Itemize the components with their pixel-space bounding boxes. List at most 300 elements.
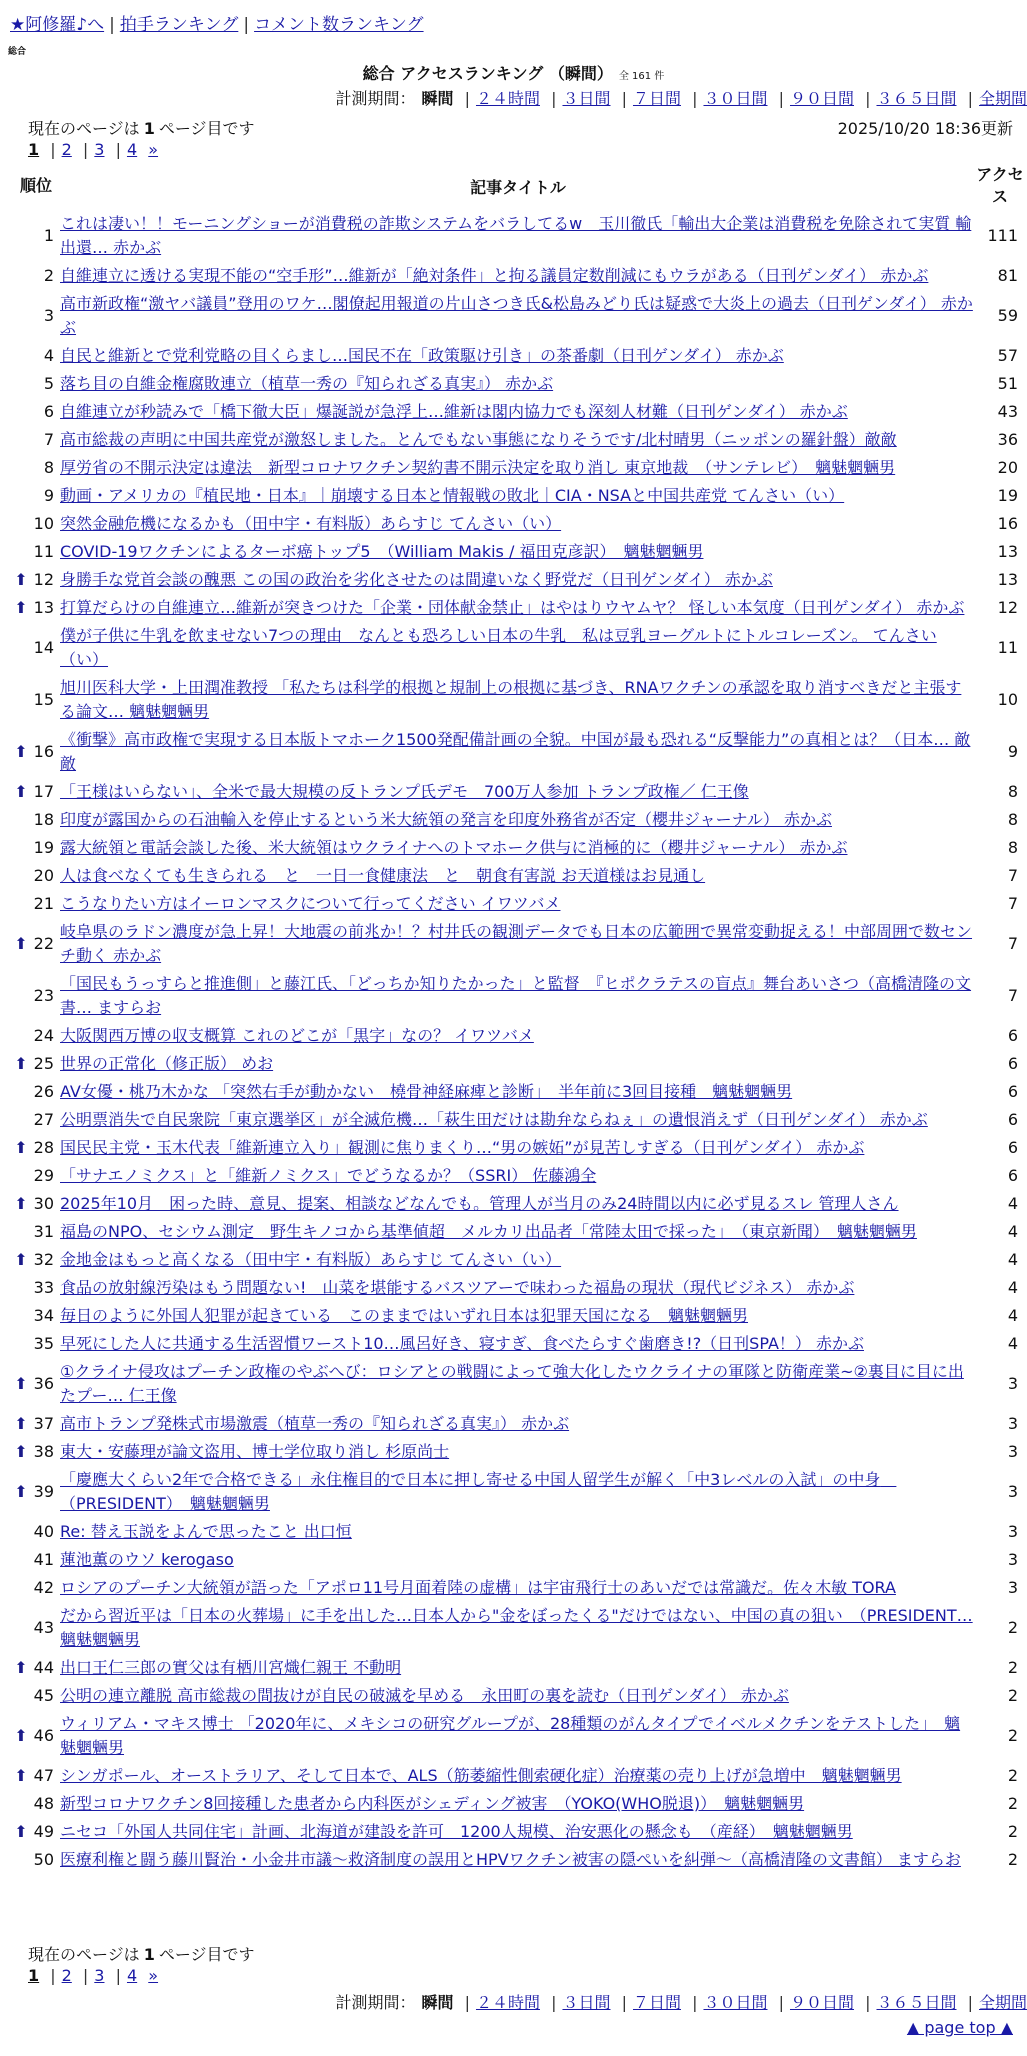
rank-number: 6 bbox=[43, 402, 54, 421]
article-title-link[interactable]: ロシアのプーチン大統領が語った「アポロ11号月面着陸の虚構」は宇宙飛行士のあいだでは常識だ。佐々木敏 TORA bbox=[60, 1578, 896, 1597]
header-title: 記事タイトル bbox=[470, 177, 566, 197]
up-arrow-icon: ⬆ bbox=[14, 1822, 28, 1841]
rank-number: 42 bbox=[33, 1578, 54, 1597]
pager-link-4[interactable]: 4 bbox=[126, 1966, 138, 1985]
article-title-link[interactable]: 福島のNPO、セシウム測定 野生キノコから基準値超 メルカリ出品者「常陸太田で採った」 （東京新聞） 魑魅魍魎男 bbox=[60, 1222, 917, 1241]
rank-change-cell bbox=[12, 262, 30, 290]
table-row bbox=[12, 1162, 1024, 1190]
access-count: 3 bbox=[1007, 1550, 1018, 1569]
access-count: 2 bbox=[1007, 1726, 1018, 1745]
rank-change-cell bbox=[12, 426, 30, 454]
table-row bbox=[12, 970, 1024, 1022]
access-count: 6 bbox=[1007, 1166, 1018, 1185]
access-count: 2 bbox=[1007, 1850, 1018, 1869]
article-title-cell bbox=[60, 862, 976, 890]
article-title-link[interactable]: 世界の正常化（修正版） めお bbox=[60, 1054, 274, 1073]
article-title-cell bbox=[60, 370, 976, 398]
table-row bbox=[12, 1410, 1024, 1438]
period-link-365d[interactable]: ３６５日間 bbox=[876, 1993, 957, 2012]
table-row bbox=[12, 1302, 1024, 1330]
table-row bbox=[12, 834, 1024, 862]
article-title-cell bbox=[60, 538, 976, 566]
table-row bbox=[12, 482, 1024, 510]
comment-ranking-link[interactable]: コメント数ランキング bbox=[254, 15, 424, 35]
rank-change-cell bbox=[12, 1818, 30, 1846]
article-title-link[interactable]: これは凄い！！モーニングショーが消費税の詐欺システムをバラしてるw 玉川徹氏「輸出大企業は消費税を免除されて実質 輸出還… 赤かぶ bbox=[60, 214, 972, 257]
article-title-link[interactable]: 高市総裁の声明に中国共産党が激怒しました。とんでもない事態になりそうです/北村晴男（ニッポンの羅針盤）敵敵 bbox=[60, 430, 897, 449]
article-title-link[interactable]: 動画・アメリカの『植民地・日本』｜崩壊する日本と情報戦の敗北｜CIA・NSAと中国共産党 てんさい（い） bbox=[60, 486, 845, 505]
rank-number: 17 bbox=[33, 782, 54, 801]
period-link-24h[interactable]: ２４時間 bbox=[475, 89, 540, 108]
page-top-link[interactable]: ▲ page top ▲ bbox=[906, 2018, 1013, 2037]
article-title-link[interactable]: シンガポール、オーストラリア、そして日本で、ALS（筋萎縮性側索硬化症）治療薬の売り上げが急増中 魑魅魍魎男 bbox=[60, 1766, 902, 1785]
rank-change-cell bbox=[12, 210, 30, 262]
article-title-link[interactable]: 東大・安藤理が論文盗用、博士学位取り消し 杉原尚士 bbox=[60, 1442, 450, 1461]
article-title-cell bbox=[60, 890, 976, 918]
table-row bbox=[12, 510, 1024, 538]
rank-change-cell bbox=[12, 1466, 30, 1518]
table-row bbox=[12, 726, 1024, 778]
rank-number: 4 bbox=[43, 346, 54, 365]
access-count: 3 bbox=[1007, 1442, 1018, 1461]
up-arrow-icon: ⬆ bbox=[14, 1250, 28, 1269]
rank-number: 49 bbox=[33, 1822, 54, 1841]
period-link-90d[interactable]: ９０日間 bbox=[789, 1993, 854, 2012]
period-link-3d[interactable]: ３日間 bbox=[562, 1993, 611, 2012]
period-label: 計測期間： bbox=[335, 1993, 416, 2012]
access-count: 6 bbox=[1007, 1110, 1018, 1129]
access-count: 51 bbox=[997, 374, 1018, 393]
access-count: 7 bbox=[1007, 986, 1018, 1005]
page-title-text: 総合 アクセスランキング （瞬間） bbox=[362, 64, 613, 83]
period-link-all[interactable]: 全期間 bbox=[978, 89, 1027, 108]
table-row bbox=[12, 262, 1024, 290]
article-title-link[interactable]: 金地金はもっと高くなる（田中宇・有料版）あらすじ てんさい（い） bbox=[60, 1250, 562, 1269]
article-title-cell bbox=[60, 426, 976, 454]
rank-change-cell bbox=[12, 1274, 30, 1302]
table-row bbox=[12, 1682, 1024, 1710]
access-count: 4 bbox=[1007, 1194, 1018, 1213]
access-count: 43 bbox=[997, 402, 1018, 421]
table-row bbox=[12, 890, 1024, 918]
table-row bbox=[12, 1330, 1024, 1358]
access-count: 2 bbox=[1007, 1686, 1018, 1705]
up-arrow-icon: ⬆ bbox=[14, 1374, 28, 1393]
period-link-365d[interactable]: ３６５日間 bbox=[876, 89, 957, 108]
rank-number: 41 bbox=[33, 1550, 54, 1569]
article-title-link[interactable]: 毎日のように外国人犯罪が起きている このままではいずれ日本は犯罪天国になる 魑魅魍魎男 bbox=[60, 1306, 749, 1325]
pager-bottom: 1 | 2 | 3 | 4 » bbox=[28, 1966, 159, 1985]
access-count: 8 bbox=[1007, 838, 1018, 857]
table-row bbox=[12, 1358, 1024, 1410]
access-count: 4 bbox=[1007, 1222, 1018, 1241]
nav-separator: | bbox=[243, 15, 250, 35]
access-count: 13 bbox=[997, 542, 1018, 561]
rank-change-cell bbox=[12, 1790, 30, 1818]
article-title-cell bbox=[60, 1818, 976, 1846]
rank-change-cell bbox=[12, 566, 30, 594]
rank-number: 31 bbox=[33, 1222, 54, 1241]
up-arrow-icon: ⬆ bbox=[14, 1482, 28, 1501]
table-row bbox=[12, 1246, 1024, 1274]
period-link-90d[interactable]: ９０日間 bbox=[789, 89, 854, 108]
article-title-link[interactable]: 自民と維新とで党利党略の目くらまし…国民不在「政策駆け引き」の茶番劇（日刊ゲンダイ） 赤かぶ bbox=[60, 346, 784, 365]
access-count: 6 bbox=[1007, 1054, 1018, 1073]
article-title-link[interactable]: 突然金融危機になるかも（田中宇・有料版）あらすじ てんさい（い） bbox=[60, 514, 562, 533]
article-title-cell bbox=[60, 1246, 976, 1274]
rank-change-cell bbox=[12, 510, 30, 538]
access-count: 81 bbox=[997, 266, 1018, 285]
rank-number: 19 bbox=[33, 838, 54, 857]
rank-number: 12 bbox=[33, 570, 54, 589]
article-title-cell bbox=[60, 1302, 976, 1330]
access-count: 2 bbox=[1007, 1618, 1018, 1637]
access-count: 4 bbox=[1007, 1334, 1018, 1353]
article-title-cell bbox=[60, 778, 976, 806]
up-arrow-icon: ⬆ bbox=[14, 598, 28, 617]
rank-number: 11 bbox=[33, 542, 54, 561]
rank-number: 21 bbox=[33, 894, 54, 913]
article-title-link[interactable]: 「慶應大くらい2年で合格できる」永住権目的で日本に押し寄せる中国人留学生が解く「中3レベルの入試」の中身 （PRESIDENT） 魑魅魍魎男 bbox=[60, 1470, 897, 1513]
article-title-link[interactable]: 印度が露国からの石油輸入を停止するという米大統領の発言を印度外務省が否定（櫻井ジャーナル） 赤かぶ bbox=[60, 810, 832, 829]
article-title-cell bbox=[60, 210, 976, 262]
table-row bbox=[12, 1438, 1024, 1466]
access-count: 2 bbox=[1007, 1822, 1018, 1841]
rank-change-cell bbox=[12, 342, 30, 370]
current-page-prefix: 現在のページは bbox=[28, 1945, 140, 1964]
rank-change-cell bbox=[12, 1190, 30, 1218]
rank-number: 26 bbox=[33, 1082, 54, 1101]
article-title-link[interactable]: だから習近平は「日本の火葬場」に手を出した…日本人から"金をぼったくる"だけではない、中国の真の狙い （PRESIDENT… 魑魅魍魎男 bbox=[60, 1606, 973, 1649]
rank-number: 39 bbox=[33, 1482, 54, 1501]
rank-number: 10 bbox=[33, 514, 54, 533]
current-page-number: 1 bbox=[143, 119, 155, 138]
article-title-link[interactable]: 打算だらけの自維連立…維新が突きつけた「企業・団体献金禁止」はやはりウヤムヤ？ 怪しい本気度（日刊ゲンダイ） 赤かぶ bbox=[60, 598, 965, 617]
table-row bbox=[12, 1022, 1024, 1050]
rank-number: 37 bbox=[33, 1414, 54, 1433]
table-header-row bbox=[12, 162, 1024, 210]
access-count: 111 bbox=[987, 226, 1018, 245]
pager-next[interactable]: » bbox=[148, 140, 159, 159]
pager-link-2[interactable]: 2 bbox=[61, 1966, 72, 1985]
rank-number: 7 bbox=[43, 430, 54, 449]
article-title-cell bbox=[60, 1654, 976, 1682]
nav-separator: | bbox=[109, 15, 115, 35]
table-row bbox=[12, 622, 1024, 674]
rank-change-cell bbox=[12, 1022, 30, 1050]
article-title-link[interactable]: 厚労省の不開示決定は違法 新型コロナワクチン契約書不開示決定を取り消し 東京地裁 （サンテレビ） 魑魅魍魎男 bbox=[60, 458, 896, 477]
clap-ranking-link[interactable]: 拍手ランキング bbox=[119, 15, 239, 35]
access-count: 2 bbox=[1007, 1794, 1018, 1813]
article-title-cell bbox=[60, 566, 976, 594]
rank-change-cell bbox=[12, 1710, 30, 1762]
table-row bbox=[12, 566, 1024, 594]
article-title-cell bbox=[60, 970, 976, 1022]
article-title-cell bbox=[60, 622, 976, 674]
article-title-link[interactable]: 公明票消失で自民衆院「東京選挙区」が全滅危機…「萩生田だけは勘弁ならねぇ」の遺恨消えず（日刊ゲンダイ） 赤かぶ bbox=[60, 1110, 928, 1129]
access-count: 59 bbox=[997, 306, 1018, 325]
rank-number: 44 bbox=[33, 1658, 54, 1677]
table-row bbox=[12, 862, 1024, 890]
article-title-link[interactable]: 自維連立が秒読みで「橋下徹大臣」爆誕説が急浮上…維新は閣内協力でも深刻人材難（日刊ゲンダイ） 赤かぶ bbox=[60, 402, 848, 421]
article-title-link[interactable]: 医療利権と闘う藤川賢治・小金井市議～救済制度の誤用とHPVワクチン被害の隠ぺいを糾弾～（高橋清隆の文書館） ますらお bbox=[60, 1850, 961, 1869]
rank-number: 34 bbox=[33, 1306, 54, 1325]
article-title-cell bbox=[60, 1162, 976, 1190]
up-arrow-icon: ⬆ bbox=[14, 1766, 28, 1785]
rank-change-cell bbox=[12, 622, 30, 674]
up-arrow-icon: ⬆ bbox=[14, 570, 28, 589]
article-title-cell bbox=[60, 1574, 976, 1602]
article-title-link[interactable]: 身勝手な党首会談の醜悪 この国の政治を劣化させたのは間違いなく野党だ（日刊ゲンダイ） 赤かぶ bbox=[60, 570, 773, 589]
article-title-link[interactable]: ウィリアム・マキス博士 「2020年に、メキシコの研究グループが、28種類のがんタイプでイベルメクチンをテストした」 魑魅魍魎男 bbox=[60, 1714, 961, 1757]
article-title-cell bbox=[60, 398, 976, 426]
article-title-link[interactable]: 高市トランプ発株式市場激震（植草一秀の『知られざる真実』） 赤かぶ bbox=[60, 1414, 570, 1433]
home-link[interactable]: ★阿修羅♪へ bbox=[10, 15, 105, 35]
article-title-cell bbox=[60, 1358, 976, 1410]
article-title-link[interactable]: 「サナエノミクス」と「維新ノミクス」でどうなるか？（SSRI） 佐藤鴻全 bbox=[60, 1166, 597, 1185]
rank-change-cell bbox=[12, 1410, 30, 1438]
article-title-cell bbox=[60, 1050, 976, 1078]
access-count: 2 bbox=[1007, 1766, 1018, 1785]
rank-change-cell bbox=[12, 1302, 30, 1330]
table-row bbox=[12, 1710, 1024, 1762]
period-link-7d[interactable]: ７日間 bbox=[632, 89, 681, 108]
period-label: 計測期間： bbox=[335, 89, 416, 108]
article-title-cell bbox=[60, 1466, 976, 1518]
pager-link-3[interactable]: 3 bbox=[94, 140, 105, 159]
article-title-link[interactable]: COVID-19ワクチンによるターボ癌トップ5 （William Makis / 福田克彦訳） 魑魅魍魎男 bbox=[60, 542, 704, 561]
total-count: 全 161 件 bbox=[618, 71, 665, 82]
period-link-30d[interactable]: ３０日間 bbox=[703, 1993, 768, 2012]
rank-number: 9 bbox=[43, 486, 54, 505]
article-title-link[interactable]: 「王様はいらない」、全米で最大規模の反トランプ氏デモ 700万人参加 トランプ政権／ 仁王像 bbox=[60, 782, 749, 801]
table-row bbox=[12, 1602, 1024, 1654]
article-title-link[interactable]: ニセコ「外国人共同住宅」計画、北海道が建設を許可 1200人規模、治安悪化の懸念も （産経） 魑魅魍魎男 bbox=[60, 1822, 853, 1841]
rank-change-cell bbox=[12, 1682, 30, 1710]
period-link-24h[interactable]: ２４時間 bbox=[475, 1993, 540, 2012]
table-row bbox=[12, 1078, 1024, 1106]
rank-change-cell bbox=[12, 454, 30, 482]
access-count: 2 bbox=[1007, 1658, 1018, 1677]
rank-number: 43 bbox=[33, 1618, 54, 1637]
current-page-info-bottom bbox=[28, 1942, 255, 1965]
access-count: 4 bbox=[1007, 1250, 1018, 1269]
access-count: 6 bbox=[1007, 1082, 1018, 1101]
article-title-cell bbox=[60, 1710, 976, 1762]
pager-link-4[interactable]: 4 bbox=[126, 140, 138, 159]
rank-number: 50 bbox=[33, 1850, 54, 1869]
rank-number: 38 bbox=[33, 1442, 54, 1461]
pager-next[interactable]: » bbox=[148, 1966, 159, 1985]
article-title-cell bbox=[60, 1330, 976, 1358]
rank-change-cell bbox=[12, 538, 30, 566]
table-row bbox=[12, 454, 1024, 482]
article-title-link[interactable]: 僕が子供に牛乳を飲ませない7つの理由 なんとも恐ろしい日本の牛乳 私は豆乳ヨーグルトにトルコレーズン。 てんさい（い） bbox=[60, 626, 937, 669]
rank-number: 25 bbox=[33, 1054, 54, 1073]
rank-change-cell bbox=[12, 726, 30, 778]
access-count: 57 bbox=[997, 346, 1018, 365]
access-count: 4 bbox=[1007, 1306, 1018, 1325]
article-title-link[interactable]: AV女優・桃乃木かな 「突然右手が動かない 橈骨神経麻痺と診断」 半年前に3回目接種 魑魅魍魎男 bbox=[60, 1082, 793, 1101]
rank-change-cell bbox=[12, 1762, 30, 1790]
table-row bbox=[12, 538, 1024, 566]
up-arrow-icon: ⬆ bbox=[14, 1658, 28, 1677]
page-title bbox=[0, 61, 1027, 84]
article-title-link[interactable]: 国民民主党・玉木代表「維新連立入り」観測に焦りまくり…“男の嫉妬”が見苦しすぎる（日刊ゲンダイ） 赤かぶ bbox=[60, 1138, 865, 1157]
period-selector-bottom: 計測期間： 瞬間 | ２４時間 | ３日間 | ７日間 | ３０日間 | ９０日間 | ３６５日間 | 全期間 bbox=[335, 1993, 1027, 2012]
article-title-link[interactable]: 高市新政権“激ヤバ議員”登用のワケ…閣僚起用報道の片山さつき氏&松島みどり氏は疑惑で大炎上の過去（日刊ゲンダイ） 赤かぶ bbox=[60, 294, 973, 337]
rank-number: 45 bbox=[33, 1686, 54, 1705]
article-title-link[interactable]: 落ち目の自維金権腐敗連立（植草一秀の『知られざる真実』） 赤かぶ bbox=[60, 374, 554, 393]
up-arrow-icon: ⬆ bbox=[14, 1726, 28, 1745]
rank-change-cell bbox=[12, 1574, 30, 1602]
rank-change-cell bbox=[12, 806, 30, 834]
article-title-cell bbox=[60, 1518, 976, 1546]
access-count: 3 bbox=[1007, 1414, 1018, 1433]
ranking-table bbox=[12, 162, 1024, 1874]
rank-change-cell bbox=[12, 918, 30, 970]
rank-number: 1 bbox=[43, 226, 54, 245]
article-title-link[interactable]: 人は食べなくても生きられる と 一日一食健康法 と 朝食有害説 お天道様はお見通し bbox=[60, 866, 706, 885]
rank-number: 46 bbox=[33, 1726, 54, 1745]
up-arrow-icon: ⬆ bbox=[14, 782, 28, 801]
rank-number: 2 bbox=[43, 266, 54, 285]
rank-number: 33 bbox=[33, 1278, 54, 1297]
rank-change-cell bbox=[12, 398, 30, 426]
current-page-suffix: ページ目です bbox=[158, 1945, 255, 1964]
access-count: 8 bbox=[1007, 782, 1018, 801]
article-title-link[interactable]: こうなりたい方はイーロンマスクについて行ってください イワツバメ bbox=[60, 894, 561, 913]
table-row bbox=[12, 1050, 1024, 1078]
article-title-cell bbox=[60, 1790, 976, 1818]
table-row bbox=[12, 918, 1024, 970]
up-arrow-icon: ⬆ bbox=[14, 1442, 28, 1461]
period-link-30d[interactable]: ３０日間 bbox=[703, 89, 768, 108]
article-title-link[interactable]: Re: 替え玉説をよんで思ったこと 出口恒 bbox=[60, 1522, 352, 1541]
article-title-cell bbox=[60, 1846, 976, 1874]
table-row bbox=[12, 1274, 1024, 1302]
pager-current: 1 bbox=[28, 1966, 40, 1985]
header-rank: 順位 bbox=[19, 176, 52, 195]
period-selector-top: 計測期間： 瞬間 | ２４時間 | ３日間 | ７日間 | ３０日間 | ９０日間 | ３６５日間 | 全期間 bbox=[335, 89, 1027, 108]
rank-change-cell bbox=[12, 970, 30, 1022]
access-count: 3 bbox=[1007, 1374, 1018, 1393]
access-count: 16 bbox=[997, 514, 1018, 533]
rank-number: 8 bbox=[43, 458, 54, 477]
table-row bbox=[12, 1106, 1024, 1134]
table-row bbox=[12, 594, 1024, 622]
rank-change-cell bbox=[12, 1602, 30, 1654]
article-title-link[interactable]: 公明の連立離脱 高市総裁の間抜けが自民の破滅を早める 永田町の裏を読む（日刊ゲンダイ） 赤かぶ bbox=[60, 1686, 789, 1705]
rank-change-cell bbox=[12, 1330, 30, 1358]
article-title-link[interactable]: 岐阜県のラドン濃度が急上昇！大地震の前兆か！？村井氏の観測データでも日本の広範囲で異常変動捉える！中部周囲で数セン チ動く 赤かぶ bbox=[60, 922, 973, 965]
rank-number: 35 bbox=[33, 1334, 54, 1353]
article-title-cell bbox=[60, 454, 976, 482]
article-title-cell bbox=[60, 1190, 976, 1218]
access-count: 11 bbox=[997, 638, 1018, 657]
table-row bbox=[12, 1654, 1024, 1682]
current-page-prefix: 現在のページは bbox=[28, 119, 140, 138]
pager-current: 1 bbox=[28, 140, 40, 159]
table-row bbox=[12, 370, 1024, 398]
up-arrow-icon: ⬆ bbox=[14, 742, 28, 761]
article-title-link[interactable]: 旭川医科大学・上田潤准教授 「私たちは科学的根拠と規制上の根拠に基づき、RNAワクチンの承認を取り消すべきだと主張する論文… 魑魅魍魎男 bbox=[60, 678, 962, 721]
up-arrow-icon: ⬆ bbox=[14, 934, 28, 953]
rank-number: 47 bbox=[33, 1766, 54, 1785]
up-arrow-icon: ⬆ bbox=[14, 1414, 28, 1433]
table-row bbox=[12, 1574, 1024, 1602]
article-title-link[interactable]: 新型コロナワクチン8回接種した患者から内科医がシェディング被害 （YOKO(WHO脱退)） 魑魅魍魎男 bbox=[60, 1794, 805, 1813]
article-title-link[interactable]: 露大統領と電話会談した後、米大統領はウクライナへのトマホーク供与に消極的に（櫻井ジャーナル） 赤かぶ bbox=[60, 838, 848, 857]
period-link-7d[interactable]: ７日間 bbox=[632, 1993, 681, 2012]
article-title-cell bbox=[60, 510, 976, 538]
article-title-cell bbox=[60, 1134, 976, 1162]
access-count: 12 bbox=[997, 598, 1018, 617]
table-row bbox=[12, 426, 1024, 454]
rank-change-cell bbox=[12, 834, 30, 862]
access-count: 7 bbox=[1007, 866, 1018, 885]
access-count: 20 bbox=[997, 458, 1018, 477]
article-title-cell bbox=[60, 1682, 976, 1710]
article-title-link[interactable]: 《衝撃》高市政権で実現する日本版トマホーク1500発配備計画の全貌。中国が最も恐れる“反撃能力”の真相とは？（日本… 敵敵 bbox=[60, 730, 971, 773]
pager-link-2[interactable]: 2 bbox=[61, 140, 72, 159]
article-title-link[interactable]: 大阪関西万博の収支概算 これのどこが「黒字」なの？ イワツバメ bbox=[60, 1026, 534, 1045]
access-count: 3 bbox=[1007, 1482, 1018, 1501]
article-title-link[interactable]: 自維連立に透ける実現不能の“空手形”…維新が「絶対条件」と拘る議員定数削減にもウラがある（日刊ゲンダイ） 赤かぶ bbox=[60, 266, 929, 285]
article-title-link[interactable]: 2025年10月 困った時、意見、提案、相談などなんでも。管理人が当月のみ24時間以内に必ず見るスレ 管理人さん bbox=[60, 1194, 899, 1213]
access-count: 6 bbox=[1007, 1138, 1018, 1157]
genre-label: 総合 bbox=[8, 47, 27, 57]
access-count: 7 bbox=[1007, 934, 1018, 953]
up-arrow-icon: ⬆ bbox=[14, 1138, 28, 1157]
current-page-info bbox=[28, 116, 255, 139]
current-page-suffix: ページ目です bbox=[158, 119, 255, 138]
rank-change-cell bbox=[12, 1546, 30, 1574]
table-row bbox=[12, 1190, 1024, 1218]
table-row bbox=[12, 1762, 1024, 1790]
rank-change-cell bbox=[12, 1358, 30, 1410]
article-title-cell bbox=[60, 262, 976, 290]
rank-change-cell bbox=[12, 862, 30, 890]
article-title-link[interactable]: 蓮池薫のウソ kerogaso bbox=[60, 1550, 234, 1569]
rank-change-cell bbox=[12, 370, 30, 398]
rank-number: 24 bbox=[33, 1026, 54, 1045]
article-title-cell bbox=[60, 806, 976, 834]
article-title-link[interactable]: 「国民もうっすらと推進側」と藤江氏、「どっちか知りたかった」と監督 『ヒポクラテスの盲点』舞台あいさつ（高橋清隆の文書… ますらお bbox=[60, 974, 972, 1017]
article-title-cell bbox=[60, 674, 976, 726]
article-title-cell bbox=[60, 1438, 976, 1466]
article-title-cell bbox=[60, 1218, 976, 1246]
rank-number: 5 bbox=[43, 374, 54, 393]
table-row bbox=[12, 1818, 1024, 1846]
rank-number: 40 bbox=[33, 1522, 54, 1541]
table-row bbox=[12, 1546, 1024, 1574]
table-row bbox=[12, 1218, 1024, 1246]
article-title-link[interactable]: 早死にした人に共通する生活習慣ワースト10…風呂好き、寝すぎ、食べたらすぐ歯磨き!?（日刊SPA！） 赤かぶ bbox=[60, 1334, 864, 1353]
pager-link-3[interactable]: 3 bbox=[94, 1966, 105, 1985]
period-link-3d[interactable]: ３日間 bbox=[562, 89, 611, 108]
article-title-link[interactable]: ①クライナ侵攻はプーチン政権のやぶへび：ロシアとの戦闘によって強大化したウクライナの軍隊と防衛産業~②裏目に目に出たプー… 仁王像 bbox=[60, 1362, 964, 1405]
access-count: 7 bbox=[1007, 894, 1018, 913]
table-row bbox=[12, 1790, 1024, 1818]
rank-change-cell bbox=[12, 674, 30, 726]
updated-timestamp: 2025/10/20 18:36更新 bbox=[837, 119, 1013, 138]
rank-number: 20 bbox=[33, 866, 54, 885]
period-link-all[interactable]: 全期間 bbox=[978, 1993, 1027, 2012]
article-title-link[interactable]: 食品の放射線汚染はもう問題ない! 山菜を堪能するバスツアーで味わった福島の現状（現代ビジネス） 赤かぶ bbox=[60, 1278, 855, 1297]
up-arrow-icon: ⬆ bbox=[14, 1054, 28, 1073]
article-title-link[interactable]: 出口王仁三郎の實父は有栖川宮熾仁親王 不動明 bbox=[60, 1658, 402, 1677]
